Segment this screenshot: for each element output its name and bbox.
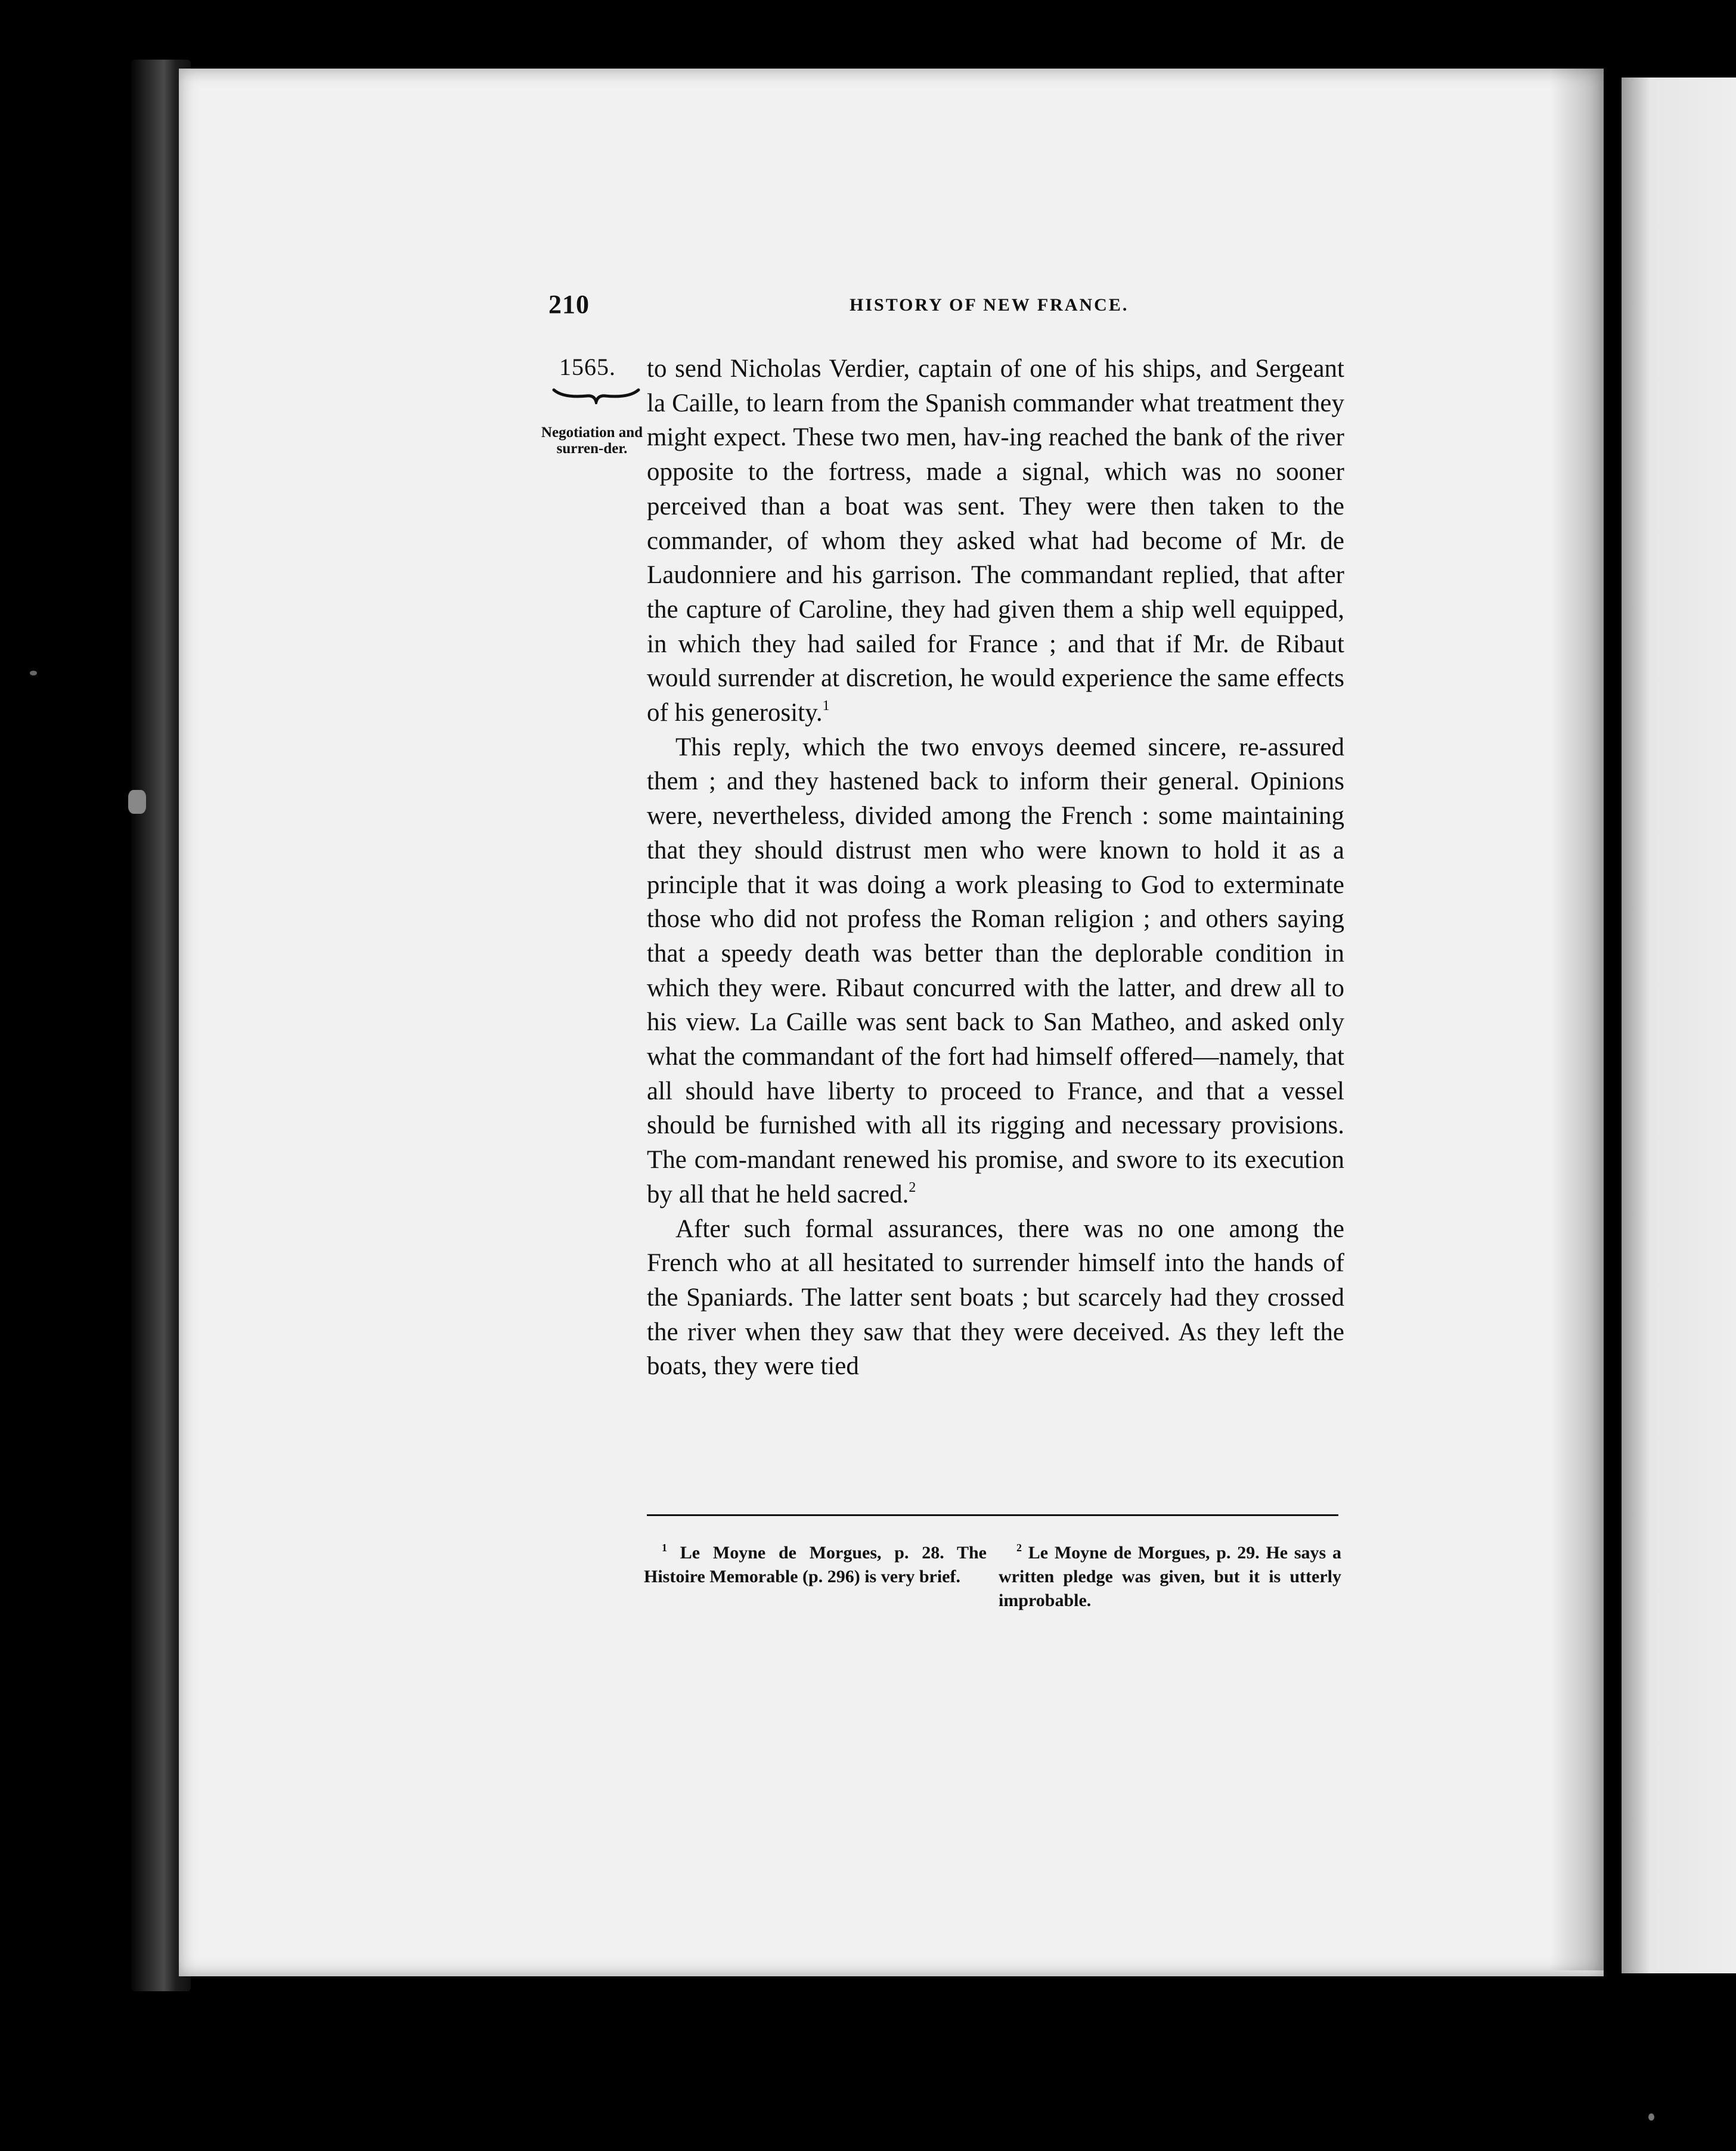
body-text bbox=[647, 352, 1344, 1384]
footnote-mark: 1 bbox=[662, 1542, 667, 1554]
paragraph bbox=[647, 1212, 1344, 1384]
footnote-ref: 2 bbox=[909, 1179, 916, 1195]
running-title: HISTORY OF NEW FRANCE. bbox=[850, 295, 1129, 315]
running-head bbox=[548, 289, 1344, 325]
margin-note: Negotiation and surren-der. bbox=[541, 424, 643, 457]
page-number: 210 bbox=[548, 290, 590, 319]
footnote bbox=[999, 1541, 1341, 1613]
adjacent-page-edge bbox=[1622, 78, 1736, 1973]
scan-speck bbox=[128, 790, 146, 814]
footnote-rule bbox=[647, 1514, 1338, 1516]
footnote bbox=[644, 1541, 987, 1589]
margin-brace-icon bbox=[551, 386, 641, 404]
margin-year: 1565. bbox=[559, 354, 616, 380]
paragraph-text: This reply, which the two envoys deemed sincere, re-assured them ; and they hastened back to inform their general. Opinions were, nevertheless, divided among the French : some maintaining that they should distrust men who were known to hold it as a principle that it was doing a work pleasing to God to exterminate those who did not profess the Roman religion ; and others saying that a speedy death was better than the deplorable condition in which they were. Ribaut concurred with the latter, and drew all to his view. La Caille was sent back to San Matheo, and asked only what the commandant of the fort had himself offered—namely, that all should have liberty to proceed to France, and that a vessel should be furnished with all its rigging and necessary provisions. The com-mandant renewed his promise, and swore to its execution by all that he held sacred. bbox=[647, 733, 1344, 1208]
footnote-text: Le Moyne de Morgues, p. 28. The Histoire Memorable (p. 296) is very brief. bbox=[644, 1543, 987, 1586]
footnote-mark: 2 bbox=[1016, 1542, 1022, 1554]
footnote-text: Le Moyne de Morgues, p. 29. He says a written pledge was given, but it is utterly improbable. bbox=[999, 1543, 1341, 1610]
scan-speck bbox=[30, 671, 37, 675]
paragraph bbox=[647, 730, 1344, 1212]
book-gutter bbox=[1604, 60, 1622, 1991]
paragraph-text: to send Nicholas Verdier, captain of one of his ships, and Sergeant la Caille, to learn from the Spanish commander what treatment they might expect. These two men, hav-ing reached the bank of the river opposite to the fortress, made a signal, which was no sooner perceived than a boat was sent. They were then taken to the commander, of whom they asked what had become of Mr. de Laudonniere and his garrison. The commandant replied, that after the capture of Caroline, they had given them a ship well equipped, in which they had sailed for France ; and that if Mr. de Ribaut would surrender at discretion, he would experience the same effects of his generosity. bbox=[647, 355, 1344, 727]
paragraph bbox=[647, 352, 1344, 730]
page-fold-shadow bbox=[1550, 69, 1604, 1970]
paragraph-text: After such formal assurances, there was no one among the French who at all hesitated to surrender himself into the hands of the Spaniards. The latter sent boats ; but scarcely had they crossed the river when they saw that they were deceived. As they left the boats, they were tied bbox=[647, 1214, 1344, 1381]
footnote-ref: 1 bbox=[822, 698, 830, 714]
footnotes bbox=[644, 1541, 1341, 1625]
scan-speck bbox=[1648, 2113, 1654, 2121]
